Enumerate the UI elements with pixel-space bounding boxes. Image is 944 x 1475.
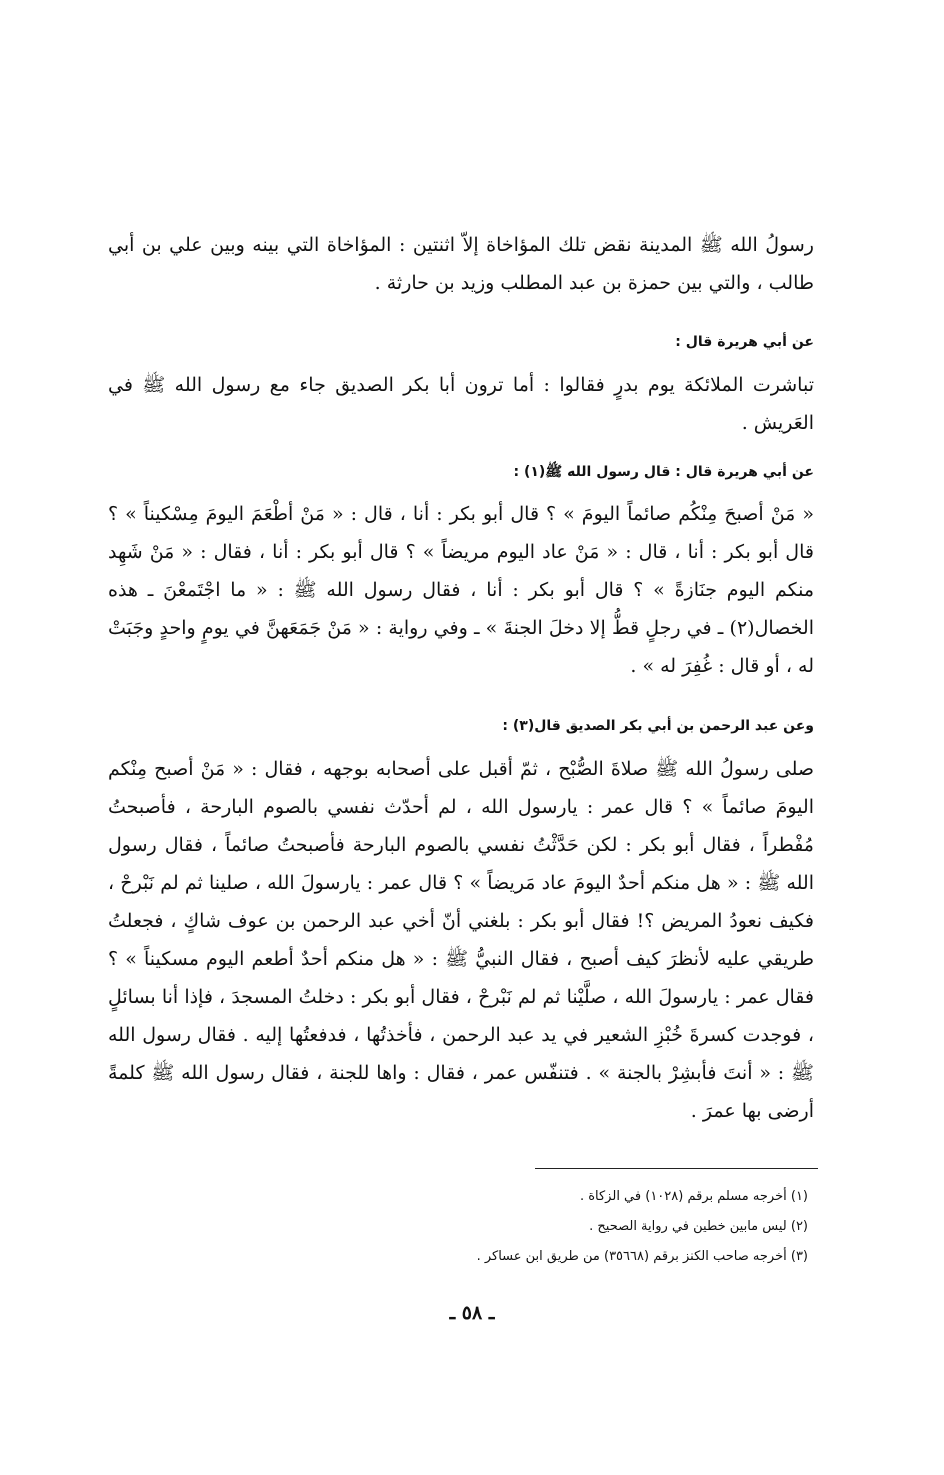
narration-heading-abu-hurayra-1: عن أبي هريرة قال : bbox=[675, 334, 814, 350]
footnotes bbox=[248, 1182, 808, 1272]
footnote-1: (١) أخرجه مسلم برقم (١٠٢٨) في الزكاة . bbox=[579, 1189, 808, 1204]
paragraph-muakhat bbox=[108, 226, 814, 302]
paragraph-text: صلى رسولُ الله ﷺ صلاةَ الصُّبْح ، ثمّ أقبل على أصحابه بوجهه ، فقال : « مَنْ أصبح مِنْكم اليومَ صائماً » ؟ قال عمر : يارسول الله ، لم أحدّث نفسي بالصوم البارحة ، فأصبحتُ مُفْطراً ، فقال أبو بكر : لكن حَدَّثْتُ نفسي بالصوم البارحة فأصبحتُ صائماً ، فقال رسول الله ﷺ : « هل منكم أحدٌ اليومَ عاد مَريضاً » ؟ قال عمر : يارسولَ الله ، صلينا ثم لم نَبْرحْ ، فكيف نعودُ المريض ؟! فقال أبو بكر : بلغني أنّ أخي عبد الرحمن بن عوف شاكٍ ، فجعلتُ طريقي عليه لأنظرَ كيف أصبح ، فقال النبيُّ ﷺ : « هل منكم أحدٌ أطعم اليوم مسكيناً » ؟ فقال عمر : يارسولَ الله ، صلَّيْنا ثم لم نَبْرحْ ، فقال أبو بكر : دخلتُ المسجدَ ، فإذا أنا بسائلٍ ، فوجدت كسرةَ خُبْزِ الشعير في يد عبد الرحمن ، فأخذتُها ، فدفعتُها إليه . فقال رسول الله ﷺ : « أنتَ فأبشِرْ بالجنة » . فتنفّس عمر ، فقال : واها للجنة ، فقال رسول الله ﷺ كلمةً أرضى بها عمرَ . bbox=[108, 758, 814, 1122]
narration-heading-abd-al-rahman: وعن عبد الرحمن بن أبي بكر الصديق قال(٣) : bbox=[502, 718, 814, 734]
paragraph-fajr-prayer bbox=[108, 750, 814, 1130]
paragraph-text: تباشرت الملائكة يوم بدرٍ فقالوا : أما ترون أبا بكر الصديق جاء مع رسول الله ﷺ في العَريش . bbox=[108, 374, 814, 434]
page-number: ـ ٥٨ ـ bbox=[449, 1302, 495, 1324]
footnote-separator bbox=[535, 1168, 818, 1169]
paragraph-text: رسولُ الله ﷺ المدينة نقض تلك المؤاخاة إلاّ اثنتين : المؤاخاة التي بينه وبين علي بن أبي طالب ، والتي بين حمزة بن عبد المطلب وزيد بن حارثة . bbox=[108, 234, 814, 294]
paragraph-text: « مَنْ أصبحَ مِنْكُم صائماً اليومَ » ؟ قال أبو بكر : أنا ، قال : « مَنْ أطْعَمَ اليومَ مِسْكيناً » ؟ قال أبو بكر : أنا ، قال : « مَنْ عاد اليوم مريضاً » ؟ قال أبو بكر : أنا ، فقال : « مَنْ شَهِد منكم اليوم جنَازةً » ؟ قال أبو بكر : أنا ، فقال رسول الله ﷺ : « ما اجْتَمعْنَ ـ هذه الخصال(٢) ـ في رجلٍ قطُّ إلا دخلَ الجنةَ » ـ وفي رواية : « مَنْ جَمَعَهنَّ في يومٍ واحدٍ وجَبَتْ له ، أو قال : غُفِرَ له » . bbox=[108, 503, 814, 677]
footnote-2: (٢) ليس مابين خطين في رواية الصحيح . bbox=[589, 1219, 808, 1234]
paragraph-who-fasted bbox=[108, 495, 814, 685]
paragraph-angels-badr bbox=[108, 366, 814, 442]
footnote-3: (٣) أخرجه صاحب الكنز برقم (٣٥٦٦٨) من طريق ابن عساكر . bbox=[476, 1249, 808, 1264]
narration-heading-abu-hurayra-2: عن أبي هريرة قال : قال رسول الله ﷺ(١) : bbox=[513, 464, 814, 480]
